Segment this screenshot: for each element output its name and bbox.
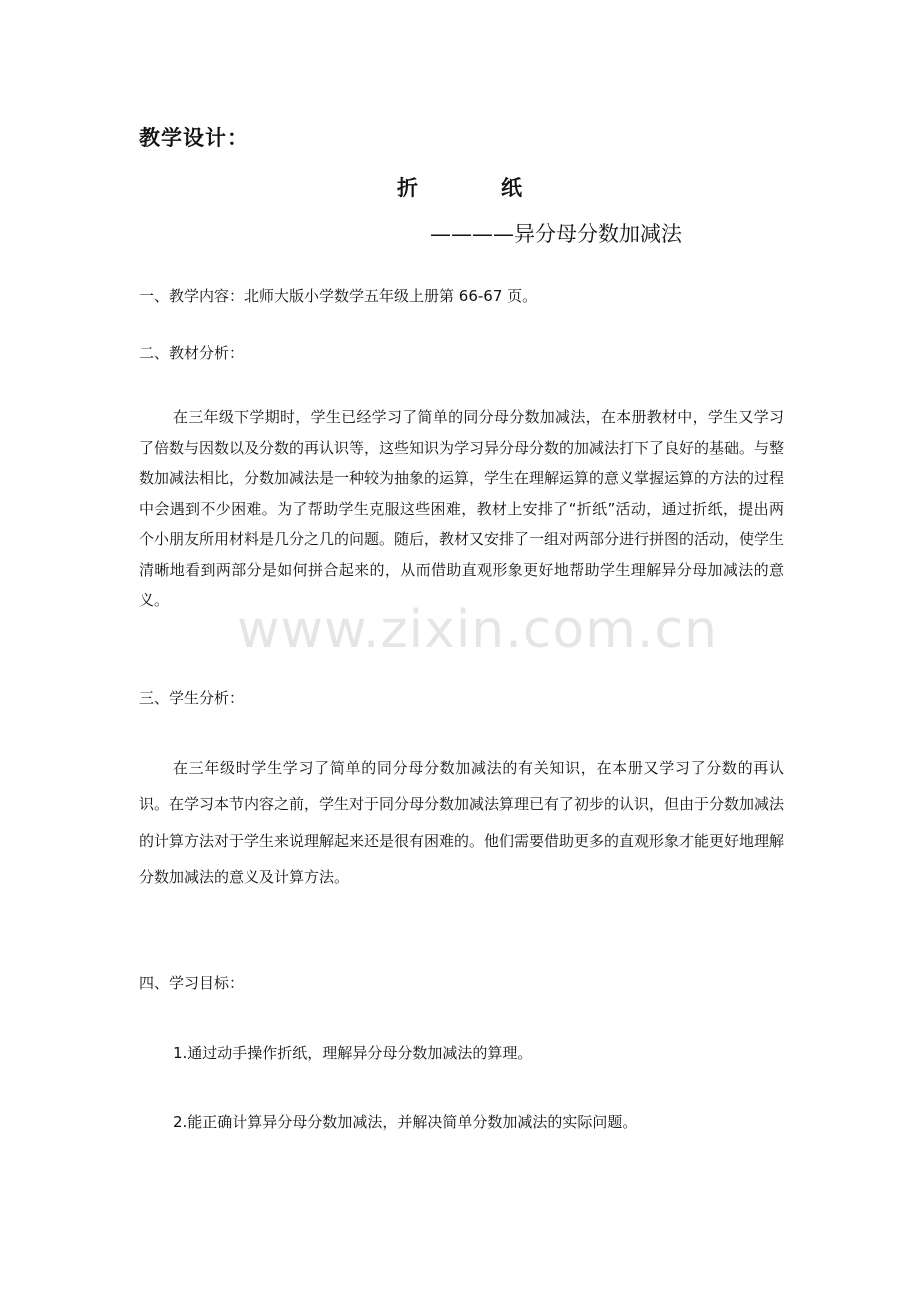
material-analysis-heading: 二、教材分析： (139, 344, 245, 362)
watermark-text: www.zixin.com.cn (237, 600, 718, 660)
lesson-subtitle: ————异分母分数加减法 (430, 222, 682, 246)
student-analysis-heading: 三、学生分析： (139, 689, 245, 707)
lesson-title-char-1: 折 (397, 176, 418, 200)
learning-goals-heading: 四、学习目标： (139, 974, 245, 992)
learning-goal-item: 2.能正确计算异分母分数加减法，并解决简单分数加减法的实际问题。 (173, 1113, 638, 1131)
document-heading: 教学设计： (139, 126, 249, 150)
material-analysis-paragraph: 在三年级下学期时，学生已经学习了简单的同分母分数加减法，在本册教材中，学生又学习了倍数与因数以及分数的再认识等，这些知识为学习异分母分数的加减法打下了良好的基础。与整数加减法相比，分数加减法是一种较为抽象的运算，学生在理解运算的意义掌握运算的方法的过程中会遇到不少困难。为了帮助学生克服这些困难，教材上安排了“折纸”活动，通过折纸，提出两个小朋友所用材料是几分之几的问题。随后，教材又安排了一组对两部分进行拼图的活动，使学生清晰地看到两部分是如何拼合起来的，从而借助直观形象更好地帮助学生理解异分母加减法的意义。 (139, 408, 785, 609)
student-analysis-paragraph: 在三年级时学生学习了简单的同分母分数加减法的有关知识，在本册又学习了分数的再认识。在学习本节内容之前，学生对于同分母分数加减法算理已有了初步的认识，但由于分数加减法的计算方法对于学生来说理解起来还是很有困难的。他们需要借助更多的直观形象才能更好地理解分数加减法的意义及计算方法。 (139, 759, 785, 886)
learning-goal-item: 1.通过动手操作折纸，理解异分母分数加减法的算理。 (173, 1044, 533, 1062)
teaching-content-line: 一、教学内容：北师大版小学数学五年级上册第 66-67 页。 (139, 287, 538, 305)
lesson-title-char-2: 纸 (501, 176, 522, 200)
